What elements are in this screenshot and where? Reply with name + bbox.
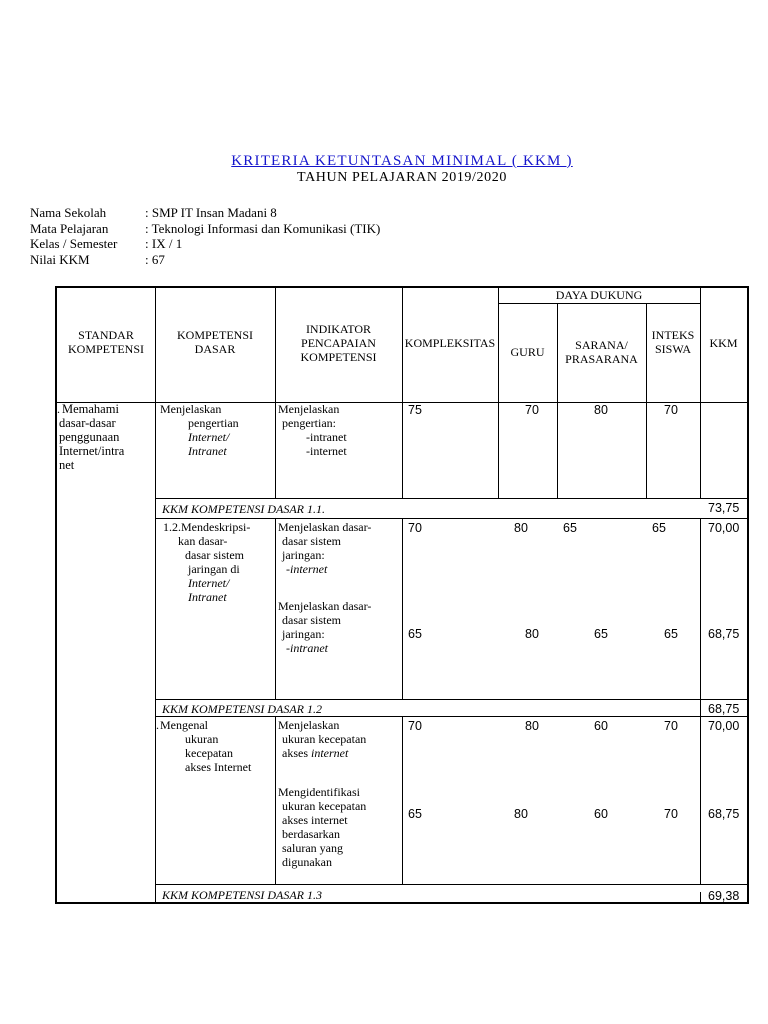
table-rule <box>155 716 747 717</box>
guru-value: 80 <box>514 807 528 821</box>
sk-line: penggunaan <box>59 430 120 444</box>
table-rule <box>275 518 276 699</box>
kd-line: Mengenal <box>160 718 208 732</box>
indicator-line: jaringan: <box>282 627 325 641</box>
header-text: KOMPETENSI <box>176 328 253 342</box>
indicator-1-3-b <box>278 785 366 869</box>
sk-line: Memahami <box>62 402 119 416</box>
kd-line: 1.2.Mendeskripsi- <box>163 520 251 534</box>
table-rule <box>498 288 499 498</box>
header-text: SISWA <box>654 342 691 356</box>
indicator-line: pengertian: <box>282 416 336 430</box>
kompleksitas-value: 75 <box>408 403 422 417</box>
table-rule <box>275 716 276 884</box>
kd-line: kan dasar- <box>178 534 228 548</box>
table-rule <box>402 716 403 884</box>
indicator-line: dasar sistem <box>282 613 341 627</box>
bullet-mark: . <box>57 402 60 416</box>
kd-summary-label: KKM KOMPETENSI DASAR 1.3 <box>162 888 322 902</box>
kd-summary-value: 68,75 <box>708 702 740 716</box>
header-daya-dukung: DAYA DUKUNG <box>555 288 643 302</box>
header-guru: GURU <box>510 345 545 359</box>
inteks-value: 70 <box>664 807 678 821</box>
kd-summary-label: KKM KOMPETENSI DASAR 1.1. <box>162 502 325 516</box>
indicator-line: jaringan: <box>282 548 325 562</box>
kd-line: Internet/ <box>188 430 230 444</box>
info-value: : Teknologi Informasi dan Komunikasi (TIK) <box>145 221 381 236</box>
indicator-line: ukuran kecepatan <box>282 799 367 813</box>
guru-value: 70 <box>525 403 539 417</box>
table-rule <box>700 892 701 904</box>
info-label: Kelas / Semester <box>30 236 118 251</box>
kkm-value: 68,75 <box>708 807 740 821</box>
info-label: Mata Pelajaran <box>30 221 109 236</box>
indicator-line: berdasarkan <box>282 827 340 841</box>
header-kompleksitas: KOMPLEKSITAS <box>404 336 496 350</box>
sarana-value: 60 <box>594 719 608 733</box>
guru-value: 80 <box>514 521 528 535</box>
kd-1-2 <box>163 520 250 604</box>
header-kd <box>155 328 275 356</box>
indicator-1-3-a <box>278 718 366 760</box>
header-text: KOMPETENSI <box>67 342 144 356</box>
indicator-line: dasar sistem <box>282 534 341 548</box>
table-rule <box>155 884 747 885</box>
kd-line: dasar sistem <box>185 548 244 562</box>
inteks-value: 70 <box>664 719 678 733</box>
table-rule <box>498 303 700 304</box>
kkm-value: 68,75 <box>708 627 740 641</box>
indicator-line: -internet <box>306 444 347 458</box>
indicator-line: Menjelaskan <box>278 718 340 732</box>
kd-line: pengertian <box>188 416 239 430</box>
bullet-mark: . <box>156 718 159 732</box>
header-inteks <box>646 328 700 356</box>
kd-summary-value: 73,75 <box>708 501 740 515</box>
inteks-value: 65 <box>664 627 678 641</box>
indicator-line: akses internet <box>282 813 348 827</box>
info-label: Nama Sekolah <box>30 205 107 220</box>
header-text: STANDAR <box>78 328 134 342</box>
header-kkm: KKM <box>709 336 738 350</box>
indicator-text: internet <box>311 746 349 760</box>
header-text: INTEKS <box>651 328 695 342</box>
indicator-1-2-a <box>278 520 371 576</box>
sarana-value: 80 <box>594 403 608 417</box>
header-standar <box>57 328 155 356</box>
header-text: KOMPETENSI <box>300 350 377 364</box>
kompleksitas-value: 70 <box>408 521 422 535</box>
kkm-table <box>55 286 749 904</box>
indicator-line: digunakan <box>282 855 332 869</box>
kd-line: jaringan di <box>188 562 240 576</box>
kkm-value: 70,00 <box>708 719 740 733</box>
sarana-value: 65 <box>563 521 577 535</box>
kd-1-3 <box>160 718 251 774</box>
sk-line: Internet/intra <box>59 444 125 458</box>
kompleksitas-value: 70 <box>408 719 422 733</box>
inteks-value: 70 <box>664 403 678 417</box>
indicator-line: -internet <box>286 562 328 576</box>
indicator-line: saluran yang <box>282 841 343 855</box>
indicator-line: ukuran kecepatan <box>282 732 367 746</box>
indicator-line <box>278 746 366 760</box>
kd-line: Internet/ <box>188 576 230 590</box>
info-label: Nilai KKM <box>30 252 90 267</box>
guru-value: 80 <box>525 719 539 733</box>
inteks-value: 65 <box>652 521 666 535</box>
indicator-1-2-b <box>278 599 371 655</box>
indicator-line: Menjelaskan dasar- <box>278 520 372 534</box>
indicator-line: Mengidentifikasi <box>278 785 360 799</box>
header-text: PENCAPAIAN <box>301 336 376 350</box>
table-rule <box>557 303 558 498</box>
kd-summary-label: KKM KOMPETENSI DASAR 1.2 <box>162 702 322 716</box>
kompleksitas-value: 65 <box>408 627 422 641</box>
kompleksitas-value: 65 <box>408 807 422 821</box>
indicator-line: -intranet <box>306 430 347 444</box>
info-value: : SMP IT Insan Madani 8 <box>145 205 277 220</box>
document-title: KRITERIA KETUNTASAN MINIMAL ( KKM ) <box>231 153 573 169</box>
kd-line: Menjelaskan <box>160 402 222 416</box>
kd-line: akses Internet <box>185 760 252 774</box>
header-text: INDIKATOR <box>305 322 372 336</box>
header-text: PRASARANA <box>565 352 638 366</box>
indicator-line: Menjelaskan <box>278 402 340 416</box>
table-rule <box>402 518 403 699</box>
table-rule <box>155 518 747 519</box>
table-rule <box>275 288 276 498</box>
guru-value: 80 <box>525 627 539 641</box>
info-value: : 67 <box>145 252 165 267</box>
indicator-line: -intranet <box>286 641 328 655</box>
header-indikator <box>275 322 402 364</box>
table-rule <box>700 288 701 498</box>
table-rule <box>700 518 701 884</box>
sarana-value: 65 <box>594 627 608 641</box>
kd-line: Intranet <box>188 590 227 604</box>
kkm-value: 70,00 <box>708 521 740 535</box>
info-value: : IX / 1 <box>145 236 183 251</box>
kd-line: kecepatan <box>185 746 233 760</box>
indicator-line: Menjelaskan dasar- <box>278 599 372 613</box>
header-text: SARANA/ <box>575 338 628 352</box>
kd-line: Intranet <box>188 444 227 458</box>
header-text: DASAR <box>194 342 236 356</box>
table-rule <box>155 699 747 700</box>
sk-line: dasar-dasar <box>59 416 116 430</box>
document-subtitle: TAHUN PELAJARAN 2019/2020 <box>297 170 507 185</box>
kd-summary-value: 69,38 <box>708 889 740 903</box>
indicator-1-1 <box>278 402 347 458</box>
standar-kompetensi <box>59 402 124 472</box>
kd-line: ukuran <box>185 732 219 746</box>
table-rule <box>402 288 403 498</box>
sarana-value: 60 <box>594 807 608 821</box>
table-rule <box>155 498 747 499</box>
kd-1-1 <box>160 402 239 458</box>
sk-line: net <box>59 458 75 472</box>
header-sarana <box>557 338 646 366</box>
table-rule <box>155 288 156 904</box>
indicator-text: akses <box>282 746 311 760</box>
